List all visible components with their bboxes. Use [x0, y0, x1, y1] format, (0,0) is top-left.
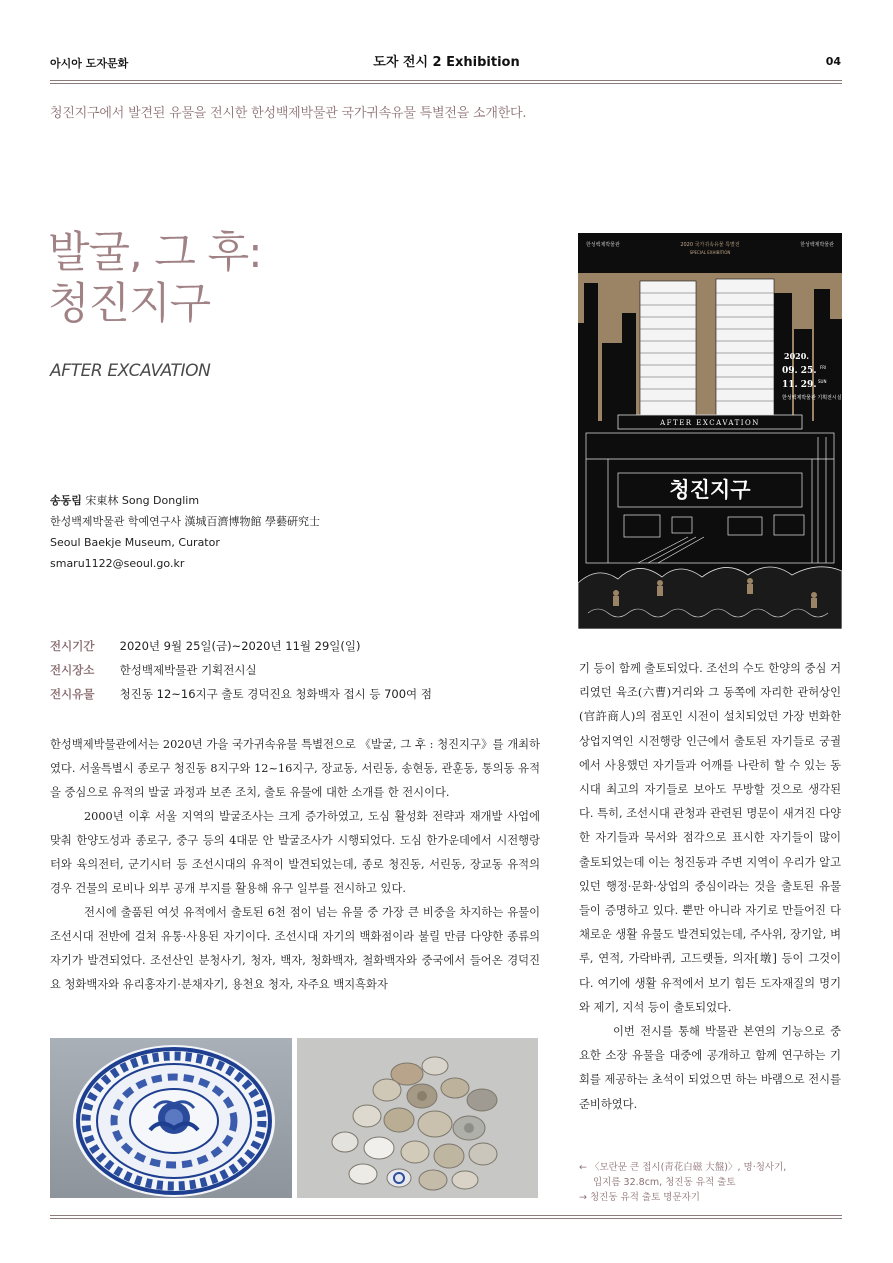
exhibition-poster: [578, 233, 842, 629]
photo-captions: [579, 1160, 841, 1205]
section-title: 도자 전시 2 Exhibition: [373, 55, 520, 70]
article-subtitle: AFTER EXCAVATION: [50, 361, 211, 381]
header-rule-top: [50, 80, 842, 81]
exhibition-info: [50, 634, 432, 706]
title-line-2: 청진지구: [48, 279, 211, 329]
poster-date-end-day: SUN: [818, 379, 827, 384]
caption-line: 입지름 32.8cm, 청진동 유적 출토: [593, 1177, 736, 1188]
article-title: [48, 228, 262, 330]
info-row-artifacts: [50, 682, 432, 706]
caption-line: → 청진동 유적 출토 명문자기: [579, 1192, 700, 1203]
footer-rule-bottom: [50, 1218, 842, 1219]
body-paragraph: 전시에 출품된 여섯 유적에서 출토된 6천 점이 넘는 유물 중 가장 큰 비중을 차지하는 유물이 조선시대 전반에 걸쳐 유통·사용된 자기이다. 조선시대 자기의 백화점이라 불릴 만큼 다양한 종류의 자기가 발견되었다. 조선산인 분청사기, 청자, 백자, 청화백자, 철화백자와 중국에서 들어온 경덕진요 청화백자와 유리홍자기·분채자기, 용천요 청자, 자주요 백지흑화자: [50, 906, 540, 991]
title-line-1: 발굴, 그 후:: [48, 228, 262, 278]
magazine-name: 아시아 도자문화: [50, 57, 129, 70]
author-name-hanja-en: 宋東林 Song Donglim: [85, 494, 200, 507]
poster-year: 2020.: [784, 351, 810, 361]
poster-top-left: 한성백제박물관: [586, 242, 620, 248]
poster-date-end: 11. 29.: [782, 380, 817, 390]
body-right-column: [579, 657, 841, 1117]
author-name: 송동림: [50, 494, 82, 507]
poster-date-start-day: FRI: [820, 365, 827, 370]
body-paragraph: 한성백제박물관에서는 2020년 가을 국가귀속유물 특별전으로 《발굴, 그 후 : 청진지구》를 개최하였다. 서울특별시 종로구 청진동 8지구와 12~16지구, 장교동, 서린동, 송현동, 관훈동, 통의동 유적을 중심으로 유적의 발굴 과정과 보존 조치, 출토 유물에 대한 소개를 한 전시이다.: [50, 738, 540, 799]
poster-main-title: 청진지구: [669, 478, 751, 502]
poster-top-center: 2020 국가귀속유물 특별전: [680, 242, 740, 248]
poster-banner: AFTER EXCAVATION: [660, 419, 760, 427]
body-paragraph: 이번 전시를 통해 박물관 본연의 기능으로 중요한 소장 유물을 대중에 공개하고 함께 연구하는 기회를 제공하는 초석이 되었으면 하는 바램으로 전시를 준비하였다.: [579, 1025, 841, 1111]
footer-rule-top: [50, 1215, 842, 1216]
header-rule-bottom: [50, 83, 842, 84]
body-left-column: [50, 733, 540, 997]
info-label: 전시장소: [50, 663, 95, 677]
caption-line: ← 〈모란문 큰 접시(靑花白磁 大盤)〉, 명·청사기,: [579, 1162, 787, 1173]
photo-blue-white-plate: [50, 1038, 292, 1198]
author-block: [50, 490, 320, 574]
poster-venue: 한성백제박물관 기획전시실: [782, 395, 842, 401]
poster-top-center-sub: SPECIAL EXHIBITION: [689, 250, 731, 255]
author-name-line: [50, 490, 320, 511]
author-affiliation: 한성백제박물관 학예연구사 漢城百濟博物館 學藝硏究士: [50, 515, 320, 528]
info-value: 한성백제박물관 기획전시실: [119, 663, 257, 677]
poster-top-right: 한성백제박물관: [800, 242, 834, 248]
info-value: 청진동 12~16지구 출토 경덕진요 청화백자 접시 등 700여 점: [119, 687, 432, 701]
poster-date-start: 09. 25.: [782, 366, 817, 376]
author-email: smaru1122@seoul.go.kr: [50, 557, 185, 570]
intro-text: 청진지구에서 발견된 유물을 전시한 한성백제박물관 국가귀속유물 특별전을 소개한다.: [50, 106, 527, 121]
body-paragraph: 2000년 이후 서울 지역의 발굴조사는 크게 증가하였고, 도심 활성화 전략과 재개발 사업에 맞춰 한양도성과 종로구, 중구 등의 4대문 안 발굴조사가 시행되었다. 도심 한가운데에서 시전행랑터와 육의전터, 군기시터 등 조선시대의 유적이 발견되었는데, 종로 청진동, 서린동, 장교동 유적의 경우 건물의 로비나 외부 공개 부지를 활용해 유구 일부를 전시하고 있다.: [50, 810, 540, 895]
author-affiliation-en: Seoul Baekje Museum, Curator: [50, 536, 220, 549]
body-paragraph: 기 등이 함께 출토되었다. 조선의 수도 한양의 중심 거리였던 육조(六曹)거리와 그 동쪽에 자리한 관허상인(官許商人)의 점포인 시전이 설치되었던 가장 번화한 상업지역인 시전행랑 인근에서 출토된 자기들로 궁궐에서 사용했던 자기들과 어깨를 나란히 할 수 있는 동시대 최고의 자기들로 보아도 무방할 것으로 생각된다. 특히, 조선시대 관청과 관련된 명문이 새겨진 다양한 자기들과 묵서와 점각으로 표시한 자기들이 많이 출토되었는데 이는 청진동과 주변 지역이 우리가 알고 있던 행정·문화·상업의 중심이라는 것을 출토된 유물들이 증명하고 있다. 뿐만 아니라 자기로 만들어진 다채로운 생활 유물도 발견되었는데, 주사위, 장기알, 벼루, 연적, 가락바퀴, 고드랫돌, 의자[墩] 등이 그것이다. 여기에 생활 유적에서 보기 힘든 도자재질의 명기와 제기, 지석 등이 출토되었다.: [579, 662, 841, 1014]
info-row-period: [50, 634, 432, 658]
info-label: 전시유물: [50, 687, 95, 701]
page-number: 04: [825, 55, 841, 68]
photo-porcelain-sherds: [297, 1038, 538, 1198]
info-value: 2020년 9월 25일(금)~2020년 11월 29일(일): [119, 639, 361, 653]
info-row-venue: [50, 658, 432, 682]
info-label: 전시기간: [50, 639, 95, 653]
